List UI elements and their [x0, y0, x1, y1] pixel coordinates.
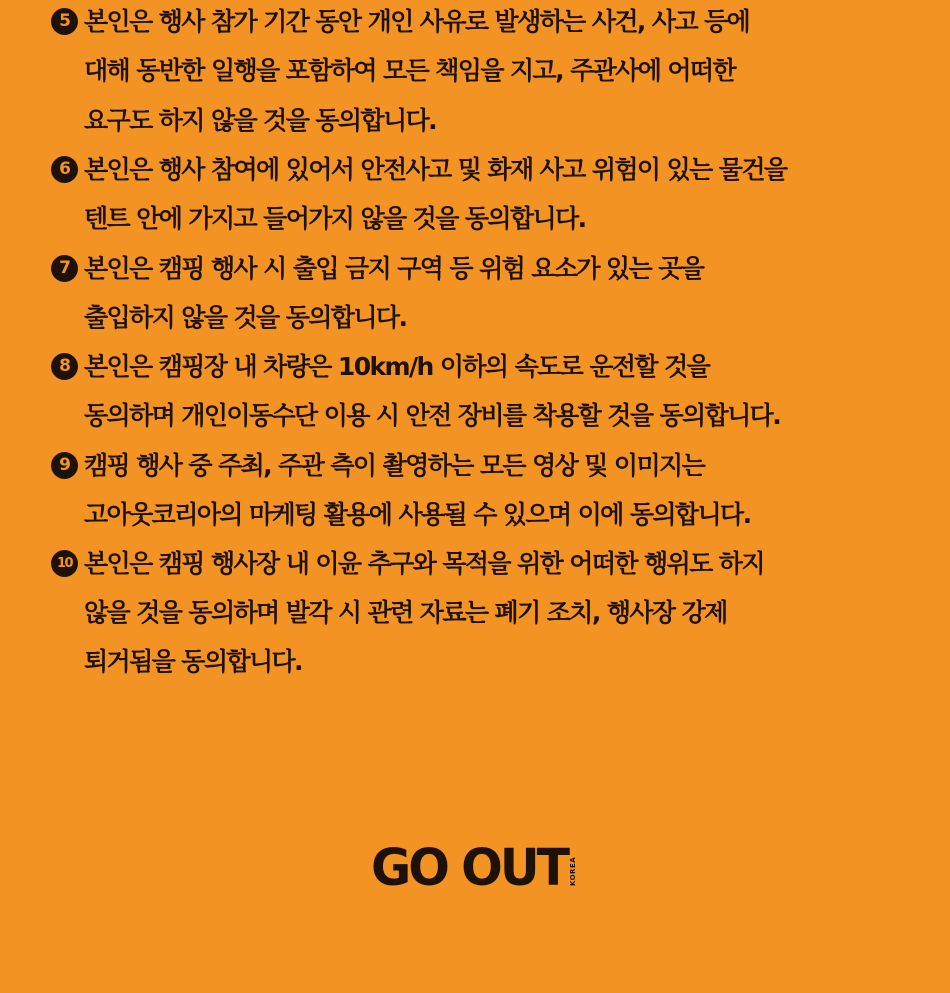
number-badge: 10	[51, 550, 78, 577]
term-line: 본인은 캠핑장 내 차량은 10km/h 이하의 속도로 운전할 것을	[84, 352, 710, 381]
logo-subtext: KOREA	[569, 856, 577, 886]
term-line: 않을 것을 동의하며 발각 시 관련 자료는 폐기 조치, 행사장 강제	[84, 598, 727, 627]
number-badge: 5	[51, 8, 78, 35]
term-line: 고아웃코리아의 마케팅 활용에 사용될 수 있으며 이에 동의합니다.	[84, 500, 751, 529]
term-line: 퇴거됨을 동의합니다.	[84, 647, 302, 676]
number-badge: 6	[51, 156, 78, 183]
term-line: 요구도 하지 않을 것을 동의합니다.	[84, 106, 437, 135]
term-line: 대해 동반한 일행을 포함하여 모든 책임을 지고, 주관사에 어떠한	[84, 56, 736, 85]
term-line: 본인은 캠핑 행사장 내 이윤 추구와 목적을 위한 어떠한 행위도 하지	[84, 549, 764, 578]
term-line: 본인은 캠핑 행사 시 출입 금지 구역 등 위험 요소가 있는 곳을	[84, 254, 704, 283]
number-badge: 8	[51, 353, 78, 380]
term-line: 본인은 행사 참여에 있어서 안전사고 및 화재 사고 위험이 있는 물건을	[84, 155, 787, 184]
number-badge: 9	[51, 452, 78, 479]
go-out-korea-logo	[371, 837, 581, 898]
term-line: 동의하며 개인이동수단 이용 시 안전 장비를 착용할 것을 동의합니다.	[84, 401, 781, 430]
term-line: 캠핑 행사 중 주최, 주관 측이 촬영하는 모든 영상 및 이미지는	[84, 451, 705, 480]
term-line: 텐트 안에 가지고 들어가지 않을 것을 동의합니다.	[84, 204, 586, 233]
term-line: 출입하지 않을 것을 동의합니다.	[84, 303, 407, 332]
number-badge: 7	[51, 255, 78, 282]
term-line: 본인은 행사 참가 기간 동안 개인 사유로 발생하는 사건, 사고 등에	[84, 7, 750, 36]
logo-wordmark: GO OUT	[371, 837, 568, 898]
